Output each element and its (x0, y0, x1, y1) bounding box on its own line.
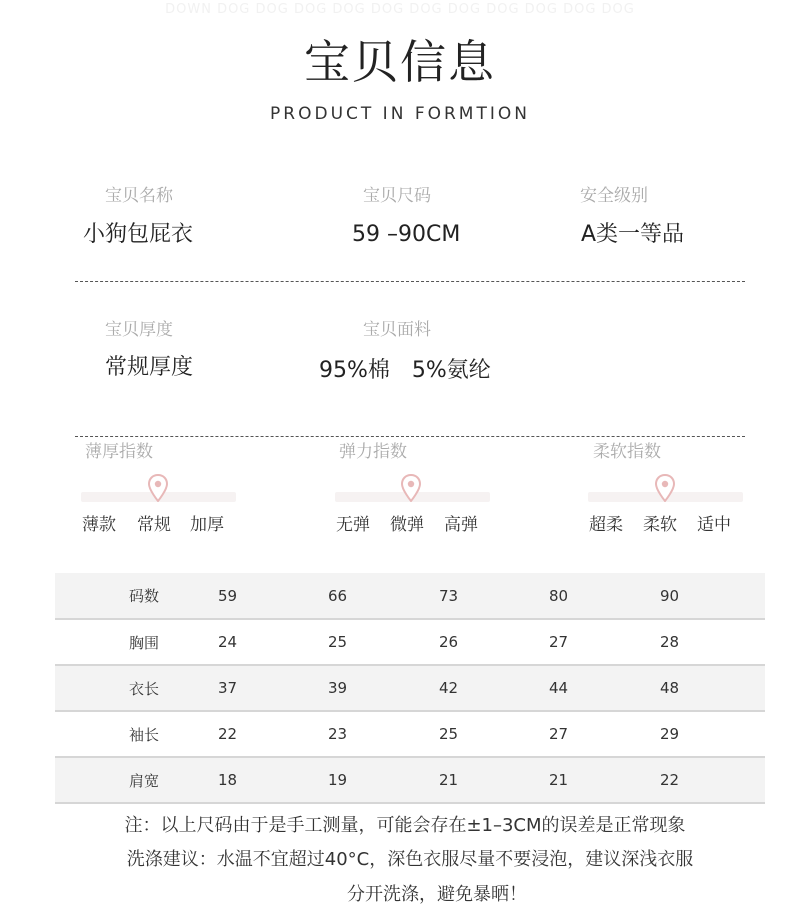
table-cell-header: 袖长 (55, 711, 218, 757)
info-value-name: 小狗包屁衣 (83, 222, 194, 247)
note-washing-cont: 分开洗涤，避免暴晒！ (347, 884, 527, 905)
divider-dashed (75, 436, 745, 437)
table-cell: 44 (549, 665, 660, 711)
table-row (55, 711, 765, 757)
table-cell: 59 (218, 573, 328, 619)
info-value-fabric: 95%棉 5%氨纶 (319, 358, 491, 383)
table-row (55, 573, 765, 619)
index-option-regular: 常规 (137, 515, 171, 535)
info-value-size: 59 –90CM (352, 222, 461, 247)
divider-dashed (75, 281, 745, 282)
location-pin-icon (401, 474, 421, 502)
table-cell-header: 肩宽 (55, 757, 218, 803)
info-label-thickness: 宝贝厚度 (105, 320, 173, 340)
table-cell: 22 (218, 711, 328, 757)
table-row (55, 757, 765, 803)
info-value-thickness: 常规厚度 (105, 355, 194, 380)
table-cell-header: 码数 (55, 573, 218, 619)
index-title-softness: 柔软指数 (593, 442, 661, 462)
index-option-moderate: 适中 (697, 515, 731, 535)
table-cell: 19 (328, 757, 439, 803)
table-cell: 66 (328, 573, 439, 619)
location-pin-icon (148, 474, 168, 502)
info-label-safety: 安全级别 (580, 186, 648, 206)
page-title: 宝贝信息 (304, 35, 496, 89)
table-cell: 27 (549, 711, 660, 757)
table-cell: 28 (660, 619, 765, 665)
index-option-high-stretch: 高弹 (444, 515, 478, 535)
table-row (55, 619, 765, 665)
note-measurement: 注：以上尺码由于是手工测量，可能会存在±1–3CM的误差是正常现象 (124, 815, 686, 836)
table-cell: 29 (660, 711, 765, 757)
table-cell: 90 (660, 573, 765, 619)
table-cell: 26 (439, 619, 549, 665)
info-label-name: 宝贝名称 (105, 186, 173, 206)
table-cell: 27 (549, 619, 660, 665)
note-washing: 洗涤建议：水温不宜超过40°C，深色衣服尽量不要浸泡，建议深浅衣服 (126, 849, 694, 870)
index-option-slight-stretch: 微弹 (390, 515, 424, 535)
table-cell: 25 (328, 619, 439, 665)
index-option-super-soft: 超柔 (589, 515, 623, 535)
page-subtitle: PRODUCT IN FORMTION (270, 104, 530, 124)
table-cell: 24 (218, 619, 328, 665)
table-cell: 37 (218, 665, 328, 711)
index-title-thickness: 薄厚指数 (85, 442, 153, 462)
table-row (55, 665, 765, 711)
info-label-size: 宝贝尺码 (363, 186, 431, 206)
table-cell-header: 胸围 (55, 619, 218, 665)
index-option-thick: 加厚 (190, 515, 224, 535)
table-cell: 21 (439, 757, 549, 803)
index-option-no-stretch: 无弹 (336, 515, 370, 535)
index-option-soft: 柔软 (643, 515, 677, 535)
table-cell: 21 (549, 757, 660, 803)
table-cell: 22 (660, 757, 765, 803)
info-label-fabric: 宝贝面料 (363, 320, 431, 340)
table-cell: 18 (218, 757, 328, 803)
location-pin-icon (655, 474, 675, 502)
table-cell: 42 (439, 665, 549, 711)
table-cell: 23 (328, 711, 439, 757)
table-cell: 39 (328, 665, 439, 711)
table-cell-header: 衣长 (55, 665, 218, 711)
table-cell: 73 (439, 573, 549, 619)
faded-top-text: DOWN DOG DOG DOG DOG DOG DOG DOG DOG DOG DOG DOG (165, 2, 635, 17)
info-value-safety: A类一等品 (581, 222, 685, 247)
table-cell: 80 (549, 573, 660, 619)
table-cell: 48 (660, 665, 765, 711)
index-title-elasticity: 弹力指数 (339, 442, 407, 462)
size-table (55, 573, 765, 804)
table-cell: 25 (439, 711, 549, 757)
index-option-thin: 薄款 (82, 515, 116, 535)
